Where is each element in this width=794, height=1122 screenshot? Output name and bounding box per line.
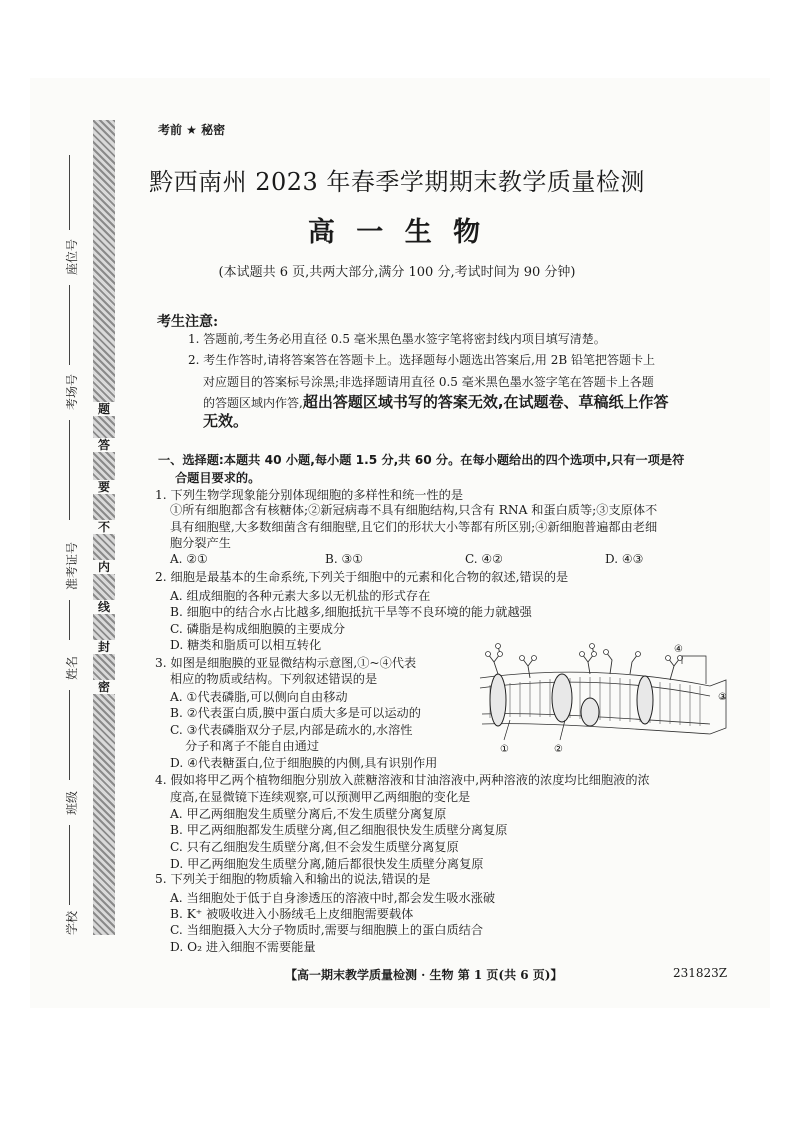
seal-char: 不 (93, 520, 115, 534)
subject-title: 高 一 生 物 (307, 217, 487, 248)
q1-option-d: D. ④③ (605, 552, 644, 566)
fig-label-1: ① (500, 744, 509, 755)
exam-subtitle: (本试题共 6 页,共两大部分,满分 100 分,考试时间为 90 分钟) (218, 265, 576, 280)
q4-stem: 度高,在显微镜下连续观察,可以预测甲乙两细胞的变化是 (170, 790, 471, 804)
notice-item-2e: 无效。 (203, 412, 249, 430)
q5-option-b: B. K⁺ 被吸收进入小肠绒毛上皮细胞需要载体 (170, 907, 414, 921)
q5-option-c: C. 当细胞摄入大分子物质时,需要与细胞膜上的蛋白质结合 (170, 923, 484, 937)
seal-char: 密 (93, 680, 115, 694)
ticket-number-label: 准考证号 (65, 541, 79, 590)
room-line (69, 285, 70, 365)
notice-text: 的答题区域内作答, (203, 396, 303, 410)
q1-option-a: A. ②① (170, 552, 208, 566)
seal-char: 内 (93, 560, 115, 574)
seal-char: 要 (93, 480, 115, 494)
q1-option-b: B. ③① (325, 552, 363, 566)
fig-label-2: ② (554, 744, 563, 755)
q5-stem: 5. 下列关于细胞的物质输入和输出的说法,错误的是 (155, 872, 431, 886)
q2-option-d: D. 糖类和脂质可以相互转化 (170, 638, 322, 652)
notice-heading: 考生注意: (157, 314, 219, 330)
q4-option-a: A. 甲乙两细胞发生质壁分离后,不发生质壁分离复原 (170, 807, 447, 821)
ticket-line (69, 420, 70, 520)
exam-title: 黔西南州 2023 年春季学期期末教学质量检测 (149, 168, 645, 196)
q3-stem: 相应的物质或结构。下列叙述错误的是 (170, 672, 378, 686)
class-label: 班级 (65, 790, 79, 815)
q2-stem: 2. 细胞是最基本的生命系统,下列关于细胞中的元素和化合物的叙述,错误的是 (155, 570, 569, 584)
q5-option-d: D. O₂ 进入细胞不需要能量 (170, 940, 316, 954)
q3-option-a: A. ①代表磷脂,可以侧向自由移动 (170, 690, 348, 704)
fig-label-4: ④ (674, 644, 683, 655)
seal-char: 题 (93, 402, 115, 416)
q3-option-b: B. ②代表蛋白质,膜中蛋白质大多是可以运动的 (170, 706, 421, 720)
q2-option-b: B. 细胞中的结合水占比越多,细胞抵抗干旱等不良环境的能力就越强 (170, 605, 532, 619)
q3-option-c-cont: 分子和离子不能自由通过 (185, 739, 320, 753)
q3-stem: 3. 如图是细胞膜的亚显微结构示意图,①~④代表 (155, 656, 417, 670)
notice-item-1: 1. 答题前,考生务必用直径 0.5 毫米黑色墨水签字笔将密封线内项目填写清楚。 (188, 332, 606, 346)
secret-mark: 考前 ★ 秘密 (158, 123, 226, 137)
seat-number-label: 座位号 (65, 238, 79, 275)
q4-option-c: C. 只有乙细胞发生质壁分离,但不会发生质壁分离复原 (170, 840, 459, 854)
seal-char: 答 (93, 438, 115, 452)
cell-membrane-figure (470, 640, 732, 760)
name-label: 姓名 (65, 655, 79, 680)
q1-stem: 具有细胞壁,大多数细菌含有细胞壁,且它们的形状大小等都有所区别;④新细胞普遍都由老细 (170, 520, 658, 534)
q4-stem: 4. 假如将甲乙两个植物细胞分别放入蔗糖溶液和甘油溶液中,两种溶液的浓度均比细胞液的浓 (155, 773, 650, 787)
glycocalyx-chains (488, 646, 680, 680)
notice-emphasis: 超出答题区域书写的答案无效,在试题卷、草稿纸上作答 (302, 393, 669, 411)
q1-stem: ①所有细胞都含有核糖体;②新冠病毒不具有细胞结构,只含有 RNA 和蛋白质等;③支原体不 (170, 503, 658, 517)
q3-option-d: D. ④代表糖蛋白,位于细胞膜的内侧,具有识别作用 (170, 756, 438, 770)
name-line (69, 600, 70, 640)
q3-option-c: C. ③代表磷脂双分子层,内部是疏水的,水溶性 (170, 723, 413, 737)
notice-item-2a: 2. 考生作答时,请将答案答在答题卡上。选择题每小题选出答案后,用 2B 铅笔把答题卡上 (188, 353, 655, 367)
school-label: 学校 (65, 910, 79, 935)
fig-label-3: ③ (718, 692, 727, 703)
q4-option-b: B. 甲乙两细胞都发生质壁分离,但乙细胞很快发生质壁分离复原 (170, 823, 508, 837)
lipid-bilayer (480, 672, 726, 734)
school-line (69, 825, 70, 905)
section-heading-line2: 合题目要求的。 (175, 471, 261, 485)
q1-stem: 1. 下列生物学现象能分别体现细胞的多样性和统一性的是 (155, 488, 464, 502)
notice-item-2b: 对应题目的答案标号涂黑;非选择题请用直径 0.5 毫米黑色墨水签字笔在答题卡上各题 (203, 375, 654, 389)
sugar-beads (486, 644, 683, 661)
q2-option-c: C. 磷脂是构成细胞膜的主要成分 (170, 622, 346, 636)
q5-option-a: A. 当细胞处于低于自身渗透压的溶液中时,都会发生吸水涨破 (170, 891, 496, 905)
q2-option-a: A. 组成细胞的各种元素大多以无机盐的形式存在 (170, 589, 431, 603)
page-footer: 【高一期末教学质量检测 · 生物 第 1 页(共 6 页)】 (285, 968, 563, 982)
seal-char: 线 (93, 600, 115, 614)
q4-option-d: D. 甲乙两细胞发生质壁分离,随后都很快发生质壁分离复原 (170, 857, 484, 871)
room-number-label: 考场号 (65, 373, 79, 410)
section-heading-line1: 一、选择题:本题共 40 小题,每小题 1.5 分,共 60 分。在每小题给出的四个选项中,只有一项是符 (158, 453, 685, 467)
paper-code: 231823Z (673, 966, 728, 980)
notice-item-2c (203, 393, 733, 413)
q1-stem: 胞分裂产生 (170, 536, 231, 550)
seal-char: 封 (93, 640, 115, 654)
class-line (69, 690, 70, 780)
q1-option-c: C. ④② (465, 552, 503, 566)
